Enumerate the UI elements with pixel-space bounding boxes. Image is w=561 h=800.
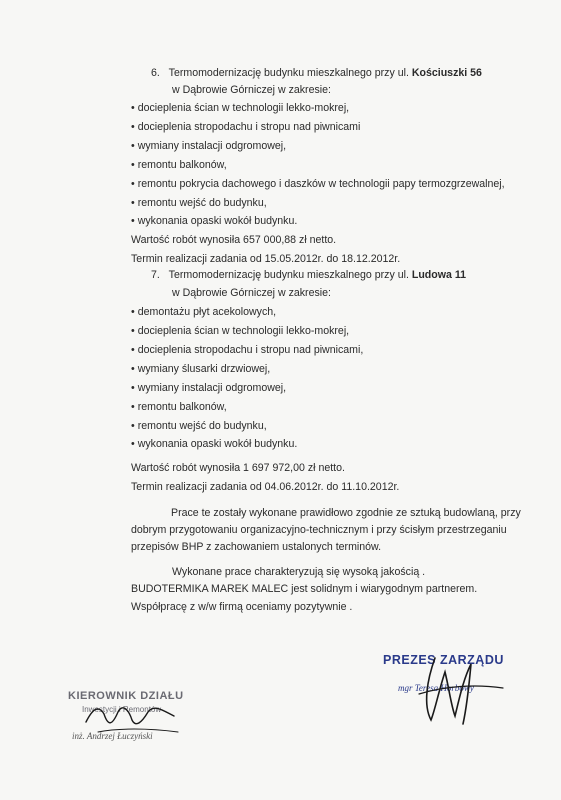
left-signature bbox=[78, 692, 188, 742]
section7-street: Ludowa 11 bbox=[411, 269, 467, 281]
section6-city-line: w Dąbrowie Górniczej w zakresie: bbox=[172, 84, 331, 96]
closing-quality-line: Wykonane prace charakteryzują się wysoką jakością . bbox=[172, 566, 426, 578]
right-stamp-name: mgr Teresa Horbowy bbox=[398, 683, 474, 693]
section7-term: Termin realizacji zadania od 04.06.2012r. do 11.10.2012r. bbox=[131, 481, 400, 493]
section6-item: • docieplenia stropodachu i stropu nad piwnicami bbox=[131, 121, 360, 134]
section6-title-text: 6. Termomodernizację budynku mieszkalnego przy ul. bbox=[151, 67, 409, 79]
right-stamp-title: PREZES ZARZĄDU bbox=[383, 653, 504, 667]
section7-item: • docieplenia stropodachu i stropu nad piwnicami, bbox=[131, 344, 363, 357]
section7-title-text: 7. Termomodernizację budynku mieszkalnego przy ul. bbox=[151, 269, 409, 281]
section7-item: • wymiany ślusarki drzwiowej, bbox=[131, 363, 270, 376]
closing-paragraph bbox=[131, 505, 545, 556]
section6-value: Wartość robót wynosiła 657 000,88 zł netto. bbox=[131, 234, 337, 246]
section7-item: • wykonania opaski wokół budynku. bbox=[131, 438, 297, 451]
section7-item: • demontażu płyt acekolowych, bbox=[131, 306, 276, 319]
section6-item: • wymiany instalacji odgromowej, bbox=[131, 140, 286, 153]
section6-item: • remontu pokrycia dachowego i daszków w technologii papy termozgrzewalnej, bbox=[131, 178, 505, 191]
section6-item: • docieplenia ścian w technologii lekko-mokrej, bbox=[131, 102, 349, 115]
section6-item: • remontu balkonów, bbox=[131, 159, 227, 172]
section6-item: • wykonania opaski wokół budynku. bbox=[131, 215, 297, 228]
section7-item: • wymiany instalacji odgromowej, bbox=[131, 382, 286, 395]
closing-paragraph-line: Prace te zostały wykonane prawidłowo zgodnie ze sztuką budowlaną, przy bbox=[171, 507, 521, 519]
left-stamp-subtitle: Inwestycji i Remontów bbox=[82, 705, 162, 714]
section7-value: Wartość robót wynosiła 1 697 972,00 zł netto. bbox=[131, 462, 345, 474]
left-stamp-title: KIEROWNIK DZIAŁU bbox=[68, 690, 184, 702]
closing-paragraph-line: przepisów BHP z zachowaniem ustalonych terminów. bbox=[131, 541, 382, 553]
section7-item: • remontu balkonów, bbox=[131, 401, 227, 414]
closing-cooperation-line: Współpracę z w/w firmą oceniamy pozytywnie . bbox=[131, 601, 353, 613]
section6-street: Kościuszki 56 bbox=[411, 67, 482, 79]
left-stamp-name: inż. Andrzej Łuczyński bbox=[72, 731, 153, 741]
closing-paragraph-line: dobrym przygotowaniu organizacyjno-technicznym i przy ścisłym przestrzeganiu bbox=[131, 524, 507, 536]
closing-partner-line: BUDOTERMIKA MAREK MALEC jest solidnym i wiarygodnym partnerem. bbox=[131, 583, 478, 595]
section6-term: Termin realizacji zadania od 15.05.2012r. do 18.12.2012r. bbox=[131, 253, 401, 265]
section6-title bbox=[151, 67, 482, 80]
section7-item: • remontu wejść do budynku, bbox=[131, 420, 267, 433]
section6-item: • remontu wejść do budynku, bbox=[131, 197, 267, 210]
right-signature bbox=[405, 650, 525, 730]
section7-title bbox=[151, 269, 466, 282]
section7-item: • docieplenia ścian w technologii lekko-mokrej, bbox=[131, 325, 349, 338]
section7-city-line: w Dąbrowie Górniczej w zakresie: bbox=[172, 287, 331, 299]
